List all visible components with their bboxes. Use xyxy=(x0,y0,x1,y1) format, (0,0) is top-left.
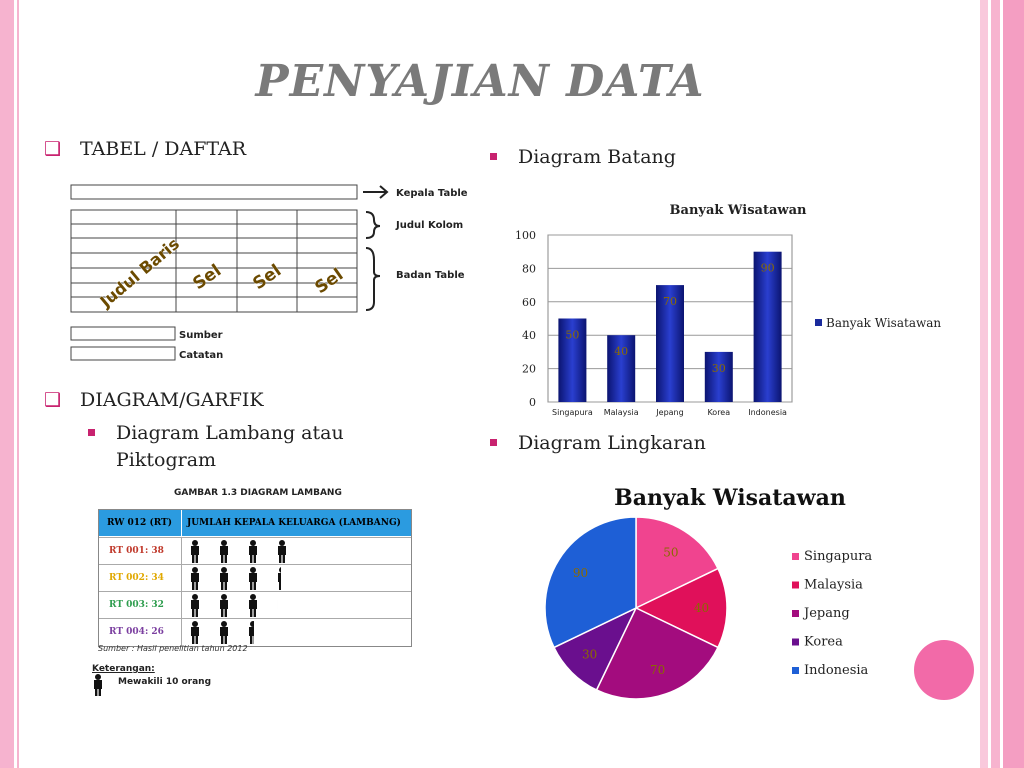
y-tick-label: 60 xyxy=(522,295,536,309)
pie-chart-title: Banyak Wisatawan xyxy=(614,485,846,511)
legend-label: Singapura xyxy=(804,549,873,564)
pictogram-row-label: RT 001: 38 xyxy=(109,546,164,556)
bullet-diagram: DIAGRAM/GARFIK xyxy=(80,389,264,411)
person-icon xyxy=(218,567,230,591)
x-tick-label: Korea xyxy=(707,408,731,417)
pie-data-label: 50 xyxy=(663,545,679,560)
person-icon xyxy=(189,567,201,591)
person-icon xyxy=(247,567,259,591)
bullet-lambang: Diagram Lambang atau xyxy=(116,422,344,444)
pictogram-row-label: RT 002: 34 xyxy=(109,573,164,583)
pictogram-col1: RW 012 (RT) xyxy=(107,518,172,528)
legend-swatch xyxy=(792,667,799,674)
person-icon xyxy=(247,621,254,645)
pictogram-legend-text: Mewakili 10 orang xyxy=(118,677,212,687)
pictogram-row xyxy=(99,591,411,619)
pictogram-row-label: RT 003: 32 xyxy=(109,600,164,610)
checkbox-bullet-icon: ❑ xyxy=(44,138,62,160)
bar-data-label: 30 xyxy=(711,361,726,375)
pictogram-table xyxy=(98,509,412,647)
bar-data-label: 40 xyxy=(614,345,629,359)
pie-data-label: 40 xyxy=(693,601,710,615)
label-sel-1: Sel xyxy=(189,260,226,295)
label-judul-baris: Judul Baris xyxy=(96,234,183,312)
bar-data-label: 70 xyxy=(663,295,677,309)
pictogram-row xyxy=(99,618,411,646)
label-judul-kolom: Judul Kolom xyxy=(396,220,464,231)
label-sel-3: Sel xyxy=(311,264,348,299)
person-icon xyxy=(218,540,230,564)
bullet-tabel: TABEL / DAFTAR xyxy=(80,138,247,160)
person-icon xyxy=(247,540,259,564)
bar-data-label: 90 xyxy=(760,261,775,275)
bar-chart xyxy=(500,190,970,430)
x-tick-label: Jepang xyxy=(656,408,684,417)
pie-chart xyxy=(520,478,920,708)
person-icon xyxy=(189,621,201,645)
pictogram-figure xyxy=(88,484,428,694)
person-icon xyxy=(189,594,201,618)
right-border xyxy=(980,0,1024,768)
legend-swatch xyxy=(792,553,799,560)
checkbox-bullet-icon: ❑ xyxy=(44,389,62,411)
person-icon xyxy=(276,567,281,591)
label-kepala-table: Kepala Table xyxy=(396,188,468,199)
pictogram-caption: GAMBAR 1.3 DIAGRAM LAMBANG xyxy=(174,488,342,498)
person-icon xyxy=(92,674,104,696)
person-icon xyxy=(218,594,230,618)
bar-data-label: 50 xyxy=(565,328,580,342)
label-catatan: Catatan xyxy=(179,350,224,361)
table-structure-figure xyxy=(66,180,476,370)
square-bullet-icon xyxy=(490,439,497,446)
person-icon xyxy=(276,540,286,564)
pie-data-label: 30 xyxy=(582,647,598,662)
x-tick-label: Malaysia xyxy=(603,408,639,417)
legend-swatch xyxy=(815,319,822,326)
bullet-lambang-2: Piktogram xyxy=(116,449,217,471)
y-tick-label: 40 xyxy=(522,329,536,343)
x-tick-label: Indonesia xyxy=(748,408,787,417)
pictogram-row-label: RT 004: 26 xyxy=(109,627,164,637)
legend-swatch xyxy=(792,610,799,617)
bullet-batang: Diagram Batang xyxy=(518,146,676,168)
x-tick-label: Singapura xyxy=(552,408,593,417)
y-tick-label: 0 xyxy=(529,396,536,409)
slide-title: PENYAJIAN DATA xyxy=(255,56,705,107)
label-sumber: Sumber xyxy=(179,330,223,341)
decorative-circle xyxy=(914,640,974,700)
label-sel-2: Sel xyxy=(249,260,286,295)
legend-label: Banyak Wisatawan xyxy=(826,316,942,330)
bar-chart-title: Banyak Wisatawan xyxy=(669,203,807,218)
pictogram-row xyxy=(99,564,411,592)
legend-swatch xyxy=(792,639,799,646)
square-bullet-icon xyxy=(88,429,95,436)
legend-label: Malaysia xyxy=(804,577,863,593)
pictogram-row xyxy=(99,537,411,565)
pictogram-header xyxy=(99,510,411,536)
square-bullet-icon xyxy=(490,153,497,160)
y-tick-label: 20 xyxy=(522,362,536,376)
legend-label: Indonesia xyxy=(804,663,869,678)
pie-data-label: 70 xyxy=(649,662,666,677)
legend-label: Korea xyxy=(804,634,843,650)
pictogram-legend-title: Keterangan: xyxy=(92,664,155,674)
person-icon xyxy=(276,594,278,618)
person-icon xyxy=(189,540,201,564)
person-icon xyxy=(218,621,230,645)
left-border xyxy=(0,0,14,768)
y-tick-label: 100 xyxy=(515,229,536,242)
pictogram-col2: JUMLAH KEPALA KELUARGA (LAMBANG) xyxy=(187,518,401,528)
person-icon xyxy=(247,594,259,618)
pie-data-label: 90 xyxy=(572,566,589,581)
bullet-lingkaran: Diagram Lingkaran xyxy=(518,432,706,454)
legend-swatch xyxy=(792,582,799,589)
y-tick-label: 80 xyxy=(522,262,536,276)
bar xyxy=(705,352,733,402)
legend-label: Jepang xyxy=(804,606,850,621)
label-badan-table: Badan Table xyxy=(396,270,465,281)
pictogram-source: Sumber : Hasil penelitian tahun 2012 xyxy=(98,644,248,653)
